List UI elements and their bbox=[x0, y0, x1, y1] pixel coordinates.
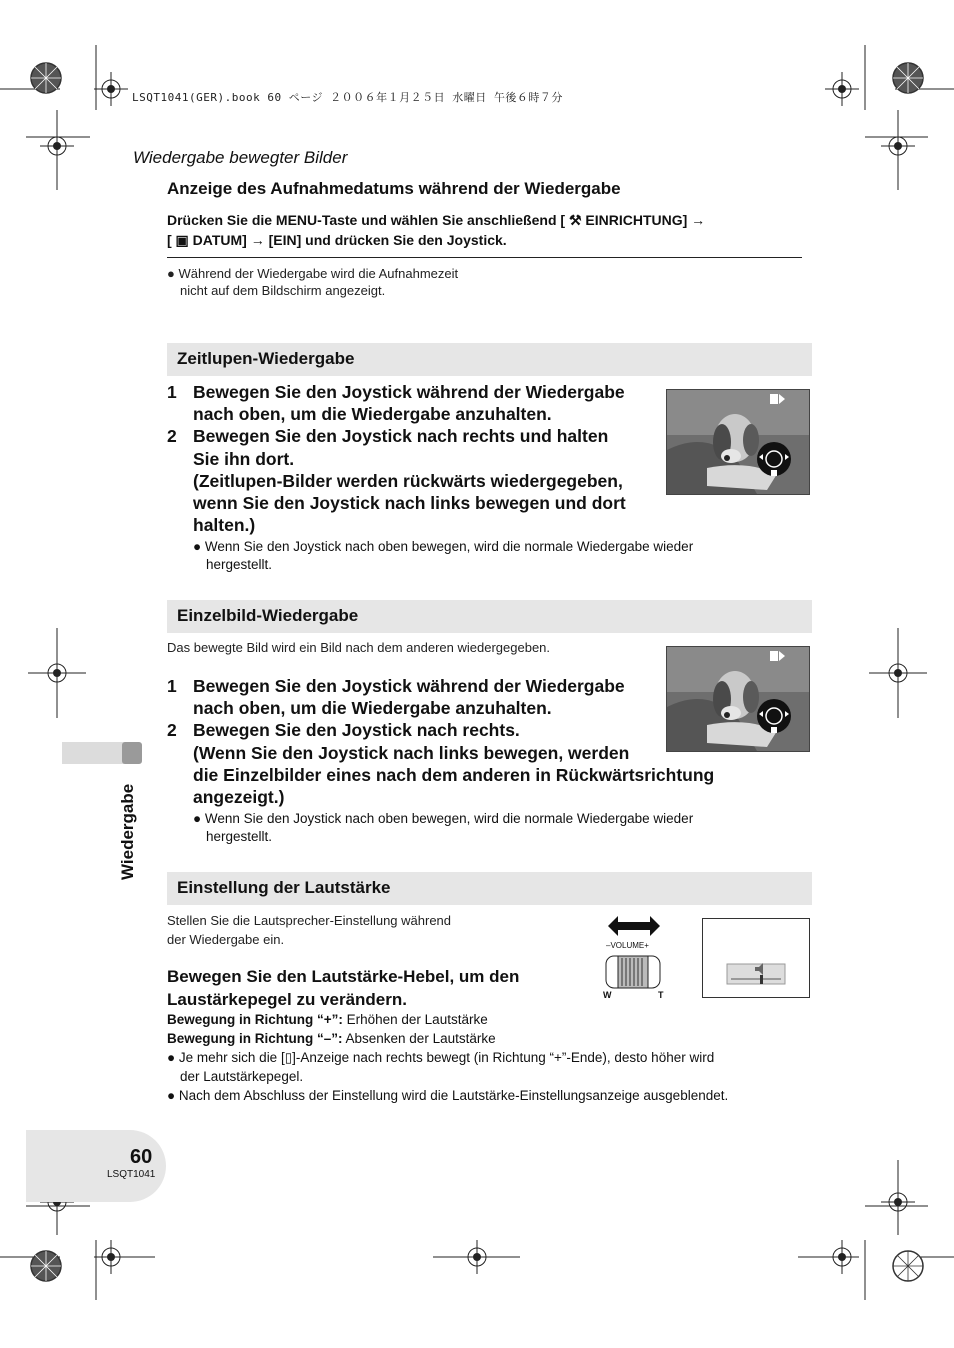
chapter-tab-marker bbox=[122, 742, 142, 764]
volume-directions bbox=[167, 1010, 496, 1048]
frame-by-frame-bullet bbox=[193, 810, 693, 846]
slow-motion-title: Zeitlupen-Wiedergabe bbox=[177, 349, 355, 368]
direction-label: Bewegung in Richtung “–”: bbox=[167, 1031, 343, 1046]
lever-w-label: W bbox=[603, 990, 612, 1000]
dog-photo bbox=[667, 390, 809, 494]
direction-text: Erhöhen der Lautstärke bbox=[342, 1012, 488, 1027]
slow-motion-bullet bbox=[193, 538, 693, 574]
volume-band bbox=[167, 872, 812, 905]
bullet-line: der Lautstärkepegel. bbox=[180, 1069, 304, 1084]
date-display-instruction bbox=[167, 210, 807, 250]
bullet-line: ● Wenn Sie den Joystick nach oben bewegen, wird die normale Wiedergabe wieder bbox=[193, 539, 694, 554]
volume-intro bbox=[167, 911, 451, 949]
volume-indicator bbox=[703, 919, 809, 997]
volume-heading bbox=[167, 965, 519, 1011]
step-text: (Zeitlupen-Bilder werden rückwärts wiedergegeben, bbox=[193, 471, 623, 491]
volume-bullets bbox=[167, 1048, 728, 1105]
step-number: 2 bbox=[167, 426, 177, 446]
date-display-heading: Anzeige des Aufnahmedatums während der Wiedergabe bbox=[167, 179, 621, 198]
lever-t-label: T bbox=[658, 990, 664, 1000]
volume-lever-label: –VOLUME+ bbox=[606, 941, 649, 950]
playback-screen-image bbox=[666, 646, 810, 752]
print-header: LSQT1041(GER).book 60 ページ ２００６年１月２５日 水曜日 午後６時７分 bbox=[132, 91, 563, 104]
dog-photo bbox=[667, 647, 809, 751]
page-number: 60 bbox=[130, 1146, 153, 1168]
step-text: halten.) bbox=[193, 515, 256, 535]
step-text: Sie ihn dort. bbox=[193, 449, 295, 469]
step-number: 1 bbox=[167, 676, 177, 696]
step-number: 2 bbox=[167, 720, 177, 740]
bullet-line: ● Nach dem Abschluss der Einstellung wird die Lautstärke-Einstellungsanzeige ausgeblendet. bbox=[167, 1088, 729, 1103]
chapter-label: Wiedergabe bbox=[118, 783, 137, 880]
instruction-line: Drücken Sie die MENU-Taste und wählen Sie anschließend [ ⚒ EINRICHTUNG] → bbox=[167, 212, 706, 228]
frame-by-frame-band bbox=[167, 600, 812, 633]
intro-line: der Wiedergabe ein. bbox=[167, 932, 285, 947]
date-display-note bbox=[167, 265, 458, 299]
direction-plus bbox=[167, 1010, 496, 1029]
note-line: nicht auf dem Bildschirm angezeigt. bbox=[180, 283, 386, 298]
step-text: nach oben, um die Wiedergabe anzuhalten. bbox=[193, 404, 552, 424]
step-text: angezeigt.) bbox=[193, 787, 285, 807]
bullet-line: hergestellt. bbox=[206, 829, 273, 844]
heading-line: Laustärkepegel zu verändern. bbox=[167, 990, 407, 1009]
volume-level-marker bbox=[760, 975, 763, 984]
frame-by-frame-title: Einzelbild-Wiedergabe bbox=[177, 606, 359, 625]
bullet-line: ● Je mehr sich die [▯]-Anzeige nach rechts bewegt (in Richtung “+”-Ende), desto höher wird bbox=[167, 1050, 715, 1065]
double-arrow-icon bbox=[608, 916, 660, 936]
divider bbox=[167, 257, 802, 258]
frame-by-frame-intro: Das bewegte Bild wird ein Bild nach dem anderen wiedergegeben. bbox=[167, 640, 551, 655]
bullet-line: hergestellt. bbox=[206, 557, 273, 572]
step-text: wenn Sie den Joystick nach links bewegen und dort bbox=[193, 493, 626, 513]
playback-screen-image bbox=[666, 389, 810, 495]
slow-motion-band bbox=[167, 343, 812, 376]
volume-screen-display bbox=[702, 918, 810, 998]
page-code: LSQT1041 bbox=[107, 1169, 156, 1180]
slow-motion-steps bbox=[167, 381, 657, 541]
step-number: 1 bbox=[167, 382, 177, 402]
direction-text: Absenken der Lautstärke bbox=[342, 1031, 496, 1046]
direction-minus bbox=[167, 1029, 496, 1048]
step-text: Bewegen Sie den Joystick nach rechts und halten bbox=[193, 426, 609, 446]
note-line: ● Während der Wiedergabe wird die Aufnahmezeit bbox=[167, 266, 459, 281]
section-title: Wiedergabe bewegter Bilder bbox=[133, 148, 348, 167]
step-text: die Einzelbilder eines nach dem anderen in Rückwärtsrichtung bbox=[193, 765, 715, 785]
step-text: Bewegen Sie den Joystick nach rechts. bbox=[193, 720, 520, 740]
bullet-line: ● Wenn Sie den Joystick nach oben bewegen, wird die normale Wiedergabe wieder bbox=[193, 811, 694, 826]
heading-line: Bewegen Sie den Lautstärke-Hebel, um den bbox=[167, 967, 520, 986]
step-text: (Wenn Sie den Joystick nach links bewegen, werden bbox=[193, 743, 630, 763]
step-text: Bewegen Sie den Joystick während der Wiedergabe bbox=[193, 676, 625, 696]
step-text: Bewegen Sie den Joystick während der Wiedergabe bbox=[193, 382, 625, 402]
volume-title: Einstellung der Lautstärke bbox=[177, 878, 391, 897]
direction-label: Bewegung in Richtung “+”: bbox=[167, 1012, 343, 1027]
step-text: nach oben, um die Wiedergabe anzuhalten. bbox=[193, 698, 552, 718]
instruction-line: [ ▣ DATUM] → [EIN] und drücken Sie den Joystick. bbox=[167, 232, 507, 248]
intro-line: Stellen Sie die Lautsprecher-Einstellung während bbox=[167, 913, 452, 928]
